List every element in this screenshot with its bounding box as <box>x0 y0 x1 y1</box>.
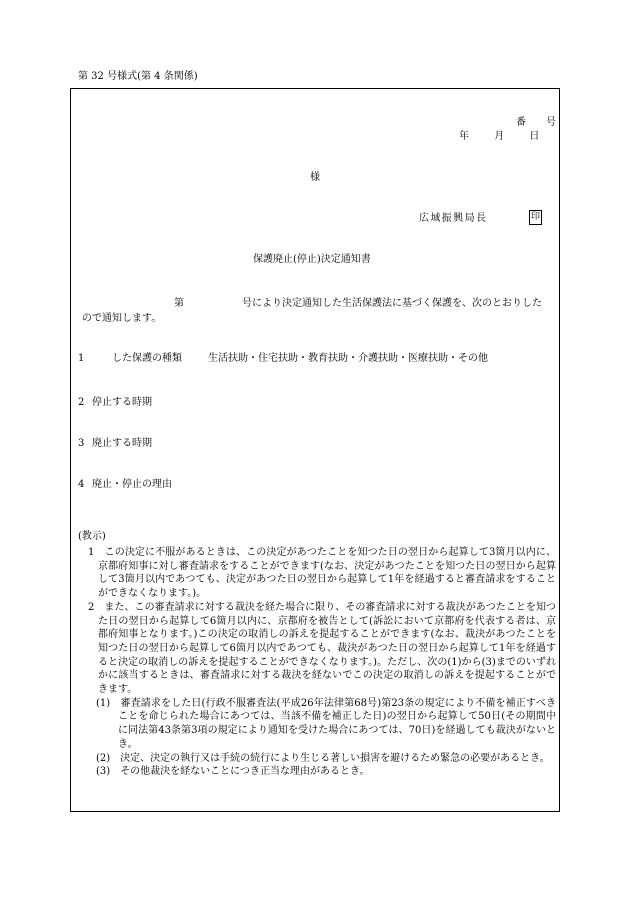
item-abolition-time <box>78 438 152 450</box>
notes-subitem-3: (3) その他裁決を経ないことにつき正当な理由があるとき。 <box>96 766 370 778</box>
body-text: 号により決定通知した生活保護法に基づく保護を、次のとおりしたので通知します。 <box>82 298 542 324</box>
body-prefix: 第 <box>174 298 184 309</box>
item-protection-type <box>78 353 488 365</box>
item-number: 3 <box>78 438 85 449</box>
item-label: 廃止する時期 <box>92 438 152 449</box>
instruction-notes <box>78 530 556 779</box>
notes-heading: (教示) <box>78 531 106 542</box>
item-label: した保護の種類 <box>92 353 182 364</box>
year-label: 年 <box>459 131 469 142</box>
item-label: 廃止・停止の理由 <box>92 479 172 490</box>
day-label: 日 <box>529 131 540 142</box>
item-suspension-time <box>78 397 152 409</box>
notice-body <box>82 296 550 326</box>
month-label: 月 <box>494 131 505 142</box>
notes-subitem-1: (1) 審査請求をした日(行政不服審査法(平成26年法律第68号)第23条の規定により不備を補正すべきことを命じられた場合にあつては、当該不備を補正した日)の翌日から起算して50日(その期間中に同法第43条第3項の規定により通知を受けた場合にあつては、70日)を経過しても裁決がないとき。 <box>96 697 556 750</box>
item-value: 生活扶助・住宅扶助・教育扶助・介護扶助・医療扶助・その他 <box>208 353 488 364</box>
notes-paragraph-1: 1 この決定に不服があるときは、この決定があつたことを知つた日の翌日から起算して3箇月以内に、京都府知事に対し審査請求をすることができます(なお、決定があつたことを知つた日の翌日から起算して3箇月以内であつても、決定があつた日の翌日から起算して1年を経過すると審査請求をすることができなくなります。)。 <box>88 547 556 600</box>
notes-paragraph-2: 2 また、この審査請求に対する裁決を経た場合に限り、その審査請求に対する裁決があつたことを知つた日の翌日から起算して6箇月以内に、京都府を被告として(訴訟において京都府を代表する者は、京都府知事となります。)この決定の取消しの訴えを提起することができます(なお、裁決があつたことを知つた日の翌日から起算して6箇月以内であつても、裁決があつた日の翌日から起算して1年を経過すると決定の取消しの訴えを提起することができなくなります。)。ただし、次の(1)から(3)までのいずれかに該当するときは、審査請求に対する裁決を経ないでこの決定の取消しの訴えを提起することができます。 <box>88 601 556 696</box>
document-number-label: 番 号 <box>516 117 556 128</box>
issuer-title: 広域振興局長 <box>419 213 488 224</box>
item-number: 4 <box>78 479 85 490</box>
date-line <box>459 131 539 143</box>
item-number: 2 <box>78 397 85 408</box>
form-number-label: 第 32 号様式(第 4 条関係) <box>78 71 198 82</box>
addressee-suffix: 様 <box>310 172 320 183</box>
item-label: 停止する時期 <box>92 397 152 408</box>
seal-mark: 印 <box>529 210 542 225</box>
item-reason <box>78 479 172 491</box>
item-number: 1 <box>78 353 85 364</box>
document-title: 保護廃止(停止)決定通知書 <box>253 254 371 265</box>
notes-subitem-2: (2) 決定、決定の執行又は手続の続行により生じる著しい損害を避けるため緊急の必要があるとき。 <box>96 752 550 764</box>
